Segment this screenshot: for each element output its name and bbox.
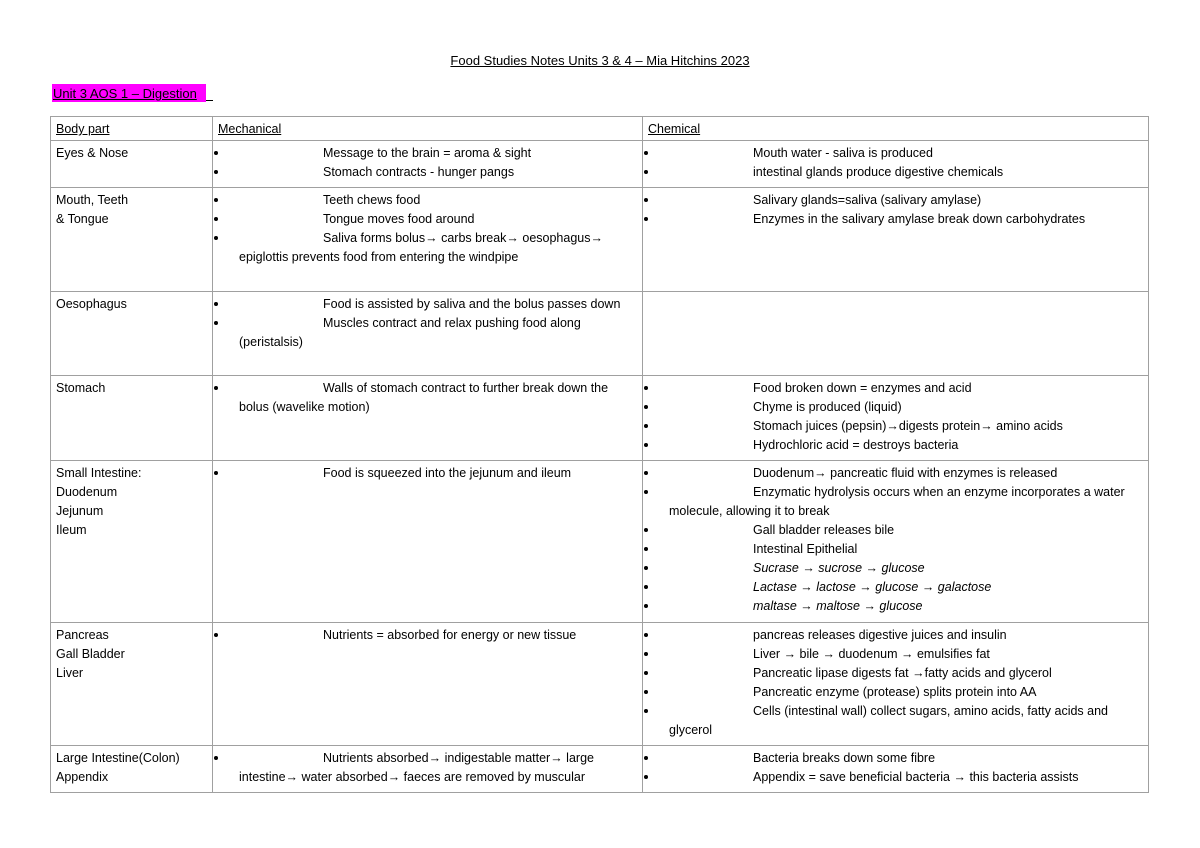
table-row bbox=[51, 292, 1149, 376]
chemical-point bbox=[648, 191, 1144, 210]
mechanical-list bbox=[218, 379, 638, 417]
chemical-point-text: Pancreatic enzyme (protease) splits protein into AA bbox=[753, 685, 1037, 699]
mechanical-point bbox=[218, 163, 638, 182]
chemical-point-text: Salivary glands=saliva (salivary amylase) bbox=[753, 193, 982, 207]
mechanical-point-text: Message to the brain = aroma & sight bbox=[323, 146, 532, 160]
mechanical-list bbox=[218, 749, 638, 787]
body-part-cell: Eyes & Nose bbox=[51, 141, 213, 188]
mechanical-point bbox=[218, 379, 638, 417]
mechanical-point bbox=[218, 191, 638, 210]
chemical-cell bbox=[643, 292, 1149, 376]
body-part-cell: Pancreas Gall Bladder Liver bbox=[51, 623, 213, 746]
mechanical-point-text: Saliva forms bolus→ carbs break→ oesophagus→ epiglottis prevents food from entering the windpipe bbox=[239, 231, 603, 264]
chemical-point-text: Chyme is produced (liquid) bbox=[753, 400, 902, 414]
chemical-point-text: intestinal glands produce digestive chemicals bbox=[753, 165, 1004, 179]
chemical-point bbox=[648, 379, 1144, 398]
mechanical-cell bbox=[213, 141, 643, 188]
mechanical-point bbox=[218, 749, 638, 787]
mechanical-list bbox=[218, 144, 638, 182]
chemical-point-text: Intestinal Epithelial bbox=[753, 542, 858, 556]
chemical-point bbox=[648, 559, 1144, 578]
chemical-point bbox=[648, 210, 1144, 229]
chemical-point bbox=[648, 464, 1144, 483]
mechanical-list bbox=[218, 191, 638, 267]
mechanical-list bbox=[218, 295, 638, 352]
chemical-cell bbox=[643, 376, 1149, 461]
chemical-point bbox=[648, 664, 1144, 683]
chemical-cell bbox=[643, 188, 1149, 292]
chemical-point-text: Cells (intestinal wall) collect sugars, amino acids, fatty acids and glycerol bbox=[669, 704, 1109, 737]
chemical-point-text: Enzymes in the salivary amylase break down carbohydrates bbox=[753, 212, 1086, 226]
mechanical-point bbox=[218, 144, 638, 163]
mechanical-point-text: Tongue moves food around bbox=[323, 212, 475, 226]
chemical-list bbox=[648, 749, 1144, 787]
chemical-point-text: Appendix = save beneficial bacteria → this bacteria assists bbox=[753, 770, 1079, 784]
mechanical-point-text: Teeth chews food bbox=[323, 193, 421, 207]
column-header-mechanical: Mechanical bbox=[213, 117, 643, 141]
chemical-point bbox=[648, 578, 1144, 597]
chemical-point-text: maltase → maltose → glucose bbox=[753, 599, 923, 613]
chemical-point bbox=[648, 398, 1144, 417]
mechanical-point bbox=[218, 626, 638, 645]
mechanical-point-text: Nutrients absorbed→ indigestable matter→ large intestine→ water absorbed→ faeces are removed by muscular bbox=[239, 751, 594, 784]
chemical-point-text: Stomach juices (pepsin)→digests protein→ amino acids bbox=[753, 419, 1063, 433]
mechanical-cell bbox=[213, 623, 643, 746]
chemical-point bbox=[648, 683, 1144, 702]
chemical-point bbox=[648, 645, 1144, 664]
mechanical-cell bbox=[213, 376, 643, 461]
chemical-point-text: Gall bladder releases bile bbox=[753, 523, 895, 537]
section-heading: Unit 3 AOS 1 – Digestion bbox=[52, 84, 206, 102]
chemical-point bbox=[648, 144, 1144, 163]
chemical-list bbox=[648, 191, 1144, 229]
mechanical-point-text: Walls of stomach contract to further break down the bolus (wavelike motion) bbox=[239, 381, 609, 414]
table-row bbox=[51, 461, 1149, 623]
digestion-table bbox=[50, 116, 1149, 793]
chemical-cell bbox=[643, 461, 1149, 623]
chemical-point-text: Duodenum→ pancreatic fluid with enzymes is released bbox=[753, 466, 1058, 480]
chemical-list bbox=[648, 379, 1144, 455]
chemical-cell bbox=[643, 746, 1149, 793]
mechanical-point-text: Food is squeezed into the jejunum and ileum bbox=[323, 466, 572, 480]
chemical-point bbox=[648, 597, 1144, 616]
mechanical-point bbox=[218, 295, 638, 314]
column-header-body-part: Body part bbox=[51, 117, 213, 141]
mechanical-list bbox=[218, 464, 638, 483]
chemical-point bbox=[648, 163, 1144, 182]
chemical-point-text: Mouth water - saliva is produced bbox=[753, 146, 933, 160]
mechanical-cell bbox=[213, 746, 643, 793]
mechanical-point bbox=[218, 464, 638, 483]
mechanical-point-text: Muscles contract and relax pushing food along (peristalsis) bbox=[239, 316, 581, 349]
body-part-cell: Small Intestine: Duodenum Jejunum Ileum bbox=[51, 461, 213, 623]
chemical-point-text: Pancreatic lipase digests fat →fatty acids and glycerol bbox=[753, 666, 1052, 680]
chemical-point bbox=[648, 540, 1144, 559]
mechanical-point-text: Food is assisted by saliva and the bolus passes down bbox=[323, 297, 621, 311]
chemical-point bbox=[648, 768, 1144, 787]
chemical-list bbox=[648, 144, 1144, 182]
body-part-cell: Stomach bbox=[51, 376, 213, 461]
table-row bbox=[51, 746, 1149, 793]
chemical-point bbox=[648, 749, 1144, 768]
heading-underline-tail bbox=[206, 100, 213, 101]
chemical-point-text: Enzymatic hydrolysis occurs when an enzyme incorporates a water molecule, allowing it to break bbox=[669, 485, 1125, 518]
table-row bbox=[51, 376, 1149, 461]
table-row bbox=[51, 623, 1149, 746]
body-part-cell: Large Intestine(Colon) Appendix bbox=[51, 746, 213, 793]
chemical-point-text: pancreas releases digestive juices and insulin bbox=[753, 628, 1007, 642]
chemical-point bbox=[648, 483, 1144, 521]
mechanical-list bbox=[218, 626, 638, 645]
chemical-point-text: Bacteria breaks down some fibre bbox=[753, 751, 936, 765]
chemical-point-text: Lactase → lactose → glucose → galactose bbox=[753, 580, 992, 594]
mechanical-cell bbox=[213, 461, 643, 623]
mechanical-point bbox=[218, 314, 638, 352]
chemical-list bbox=[648, 626, 1144, 740]
chemical-point-text: Hydrochloric acid = destroys bacteria bbox=[753, 438, 959, 452]
body-part-cell: Oesophagus bbox=[51, 292, 213, 376]
chemical-point bbox=[648, 436, 1144, 455]
mechanical-point-text: Stomach contracts - hunger pangs bbox=[323, 165, 515, 179]
chemical-point-text: Liver → bile → duodenum → emulsifies fat bbox=[753, 647, 990, 661]
table-row bbox=[51, 188, 1149, 292]
body-part-cell: Mouth, Teeth & Tongue bbox=[51, 188, 213, 292]
chemical-point-text: Sucrase → sucrose → glucose bbox=[753, 561, 925, 575]
column-header-chemical: Chemical bbox=[643, 117, 1149, 141]
chemical-point bbox=[648, 521, 1144, 540]
chemical-point bbox=[648, 626, 1144, 645]
chemical-cell bbox=[643, 141, 1149, 188]
mechanical-cell bbox=[213, 188, 643, 292]
chemical-cell bbox=[643, 623, 1149, 746]
chemical-point-text: Food broken down = enzymes and acid bbox=[753, 381, 972, 395]
document-title: Food Studies Notes Units 3 & 4 – Mia Hitchins 2023 bbox=[450, 53, 750, 68]
chemical-list bbox=[648, 464, 1144, 616]
mechanical-point bbox=[218, 229, 638, 267]
mechanical-cell bbox=[213, 292, 643, 376]
chemical-point bbox=[648, 417, 1144, 436]
table-row bbox=[51, 141, 1149, 188]
chemical-point bbox=[648, 702, 1144, 740]
mechanical-point bbox=[218, 210, 638, 229]
table-header-row bbox=[51, 117, 1149, 141]
mechanical-point-text: Nutrients = absorbed for energy or new tissue bbox=[323, 628, 577, 642]
